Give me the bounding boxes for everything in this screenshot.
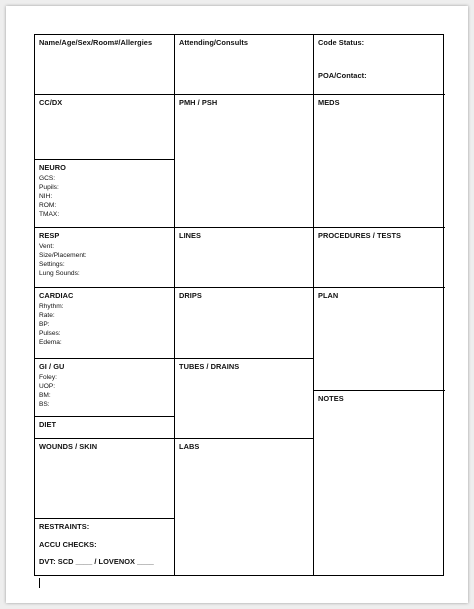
- gi-gu-cell[interactable]: [35, 359, 175, 417]
- spacer: [318, 48, 441, 72]
- pmh-psh-cell[interactable]: [175, 95, 314, 228]
- dvt-label: DVT: SCD ____ / LOVENOX ____: [39, 557, 154, 567]
- pulses-field: Pulses:: [39, 330, 61, 338]
- rhythm-field: Rhythm:: [39, 302, 64, 310]
- code-status-cell[interactable]: [314, 35, 445, 95]
- drips-cell[interactable]: [175, 288, 314, 359]
- drips-label: DRIPS: [179, 291, 202, 300]
- pmh-psh-label: PMH / PSH: [179, 98, 218, 107]
- restraints-cell[interactable]: [35, 519, 175, 575]
- bs-field: BS:: [39, 401, 50, 409]
- diet-cell[interactable]: [35, 417, 175, 439]
- neuro-cell[interactable]: [35, 160, 175, 228]
- meds-label: MEDS: [318, 98, 340, 107]
- gi-gu-fields: [39, 373, 170, 409]
- rate-field: Rate:: [39, 311, 55, 319]
- poa-contact-label: POA/Contact:: [318, 70, 367, 80]
- lines-cell[interactable]: [175, 228, 314, 288]
- wounds-skin-cell[interactable]: [35, 439, 175, 519]
- uop-field: UOP:: [39, 382, 56, 390]
- neuro-fields: [39, 174, 170, 219]
- attending-cell[interactable]: [175, 35, 314, 95]
- rom-field: ROM:: [39, 202, 57, 210]
- report-sheet-grid: [34, 34, 444, 576]
- wounds-skin-label: WOUNDS / SKIN: [39, 442, 98, 451]
- text-cursor: [39, 578, 40, 588]
- size-placement-field: Size/Placement:: [39, 251, 87, 259]
- tmax-field: TMAX:: [39, 211, 60, 219]
- edema-field: Edema:: [39, 339, 62, 347]
- labs-label: LABS: [179, 442, 200, 451]
- meds-cell[interactable]: [314, 95, 445, 228]
- lines-label: LINES: [179, 231, 202, 240]
- patient-info-label: Name/Age/Sex/Room#/Allergies: [39, 38, 153, 47]
- bm-field: BM:: [39, 391, 51, 399]
- notes-label: NOTES: [318, 394, 344, 403]
- resp-fields: [39, 242, 170, 278]
- tubes-drains-cell[interactable]: [175, 359, 314, 439]
- gi-gu-label: GI / GU: [39, 362, 65, 371]
- attending-label: Attending/Consults: [179, 38, 249, 47]
- neuro-label: NEURO: [39, 163, 66, 172]
- notes-cell[interactable]: [314, 391, 445, 575]
- cardiac-label: CARDIAC: [39, 291, 74, 300]
- accu-checks-label: ACCU CHECKS:: [39, 539, 97, 549]
- nih-field: NIH:: [39, 192, 53, 200]
- cardiac-fields: [39, 302, 170, 347]
- restraints-label: RESTRAINTS:: [39, 522, 90, 531]
- code-status-label: Code Status:: [318, 38, 365, 47]
- diet-label: DIET: [39, 420, 57, 429]
- plan-label: PLAN: [318, 291, 339, 300]
- settings-field: Settings:: [39, 260, 65, 268]
- cardiac-cell[interactable]: [35, 288, 175, 359]
- resp-label: RESP: [39, 231, 60, 240]
- cc-dx-cell[interactable]: [35, 95, 175, 160]
- lung-sounds-field: Lung Sounds:: [39, 270, 80, 278]
- patient-info-cell[interactable]: [35, 35, 175, 95]
- gcs-field: GCS:: [39, 174, 56, 182]
- tubes-drains-label: TUBES / DRAINS: [179, 362, 240, 371]
- vent-field: Vent:: [39, 242, 55, 250]
- procedures-tests-cell[interactable]: [314, 228, 445, 288]
- resp-cell[interactable]: [35, 228, 175, 288]
- plan-cell[interactable]: [314, 288, 445, 391]
- document-page: [6, 6, 468, 603]
- procedures-tests-label: PROCEDURES / TESTS: [318, 231, 402, 240]
- foley-field: Foley:: [39, 373, 57, 381]
- bp-field: BP:: [39, 320, 50, 328]
- pupils-field: Pupils:: [39, 183, 59, 191]
- labs-cell[interactable]: [175, 439, 314, 575]
- cc-dx-label: CC/DX: [39, 98, 63, 107]
